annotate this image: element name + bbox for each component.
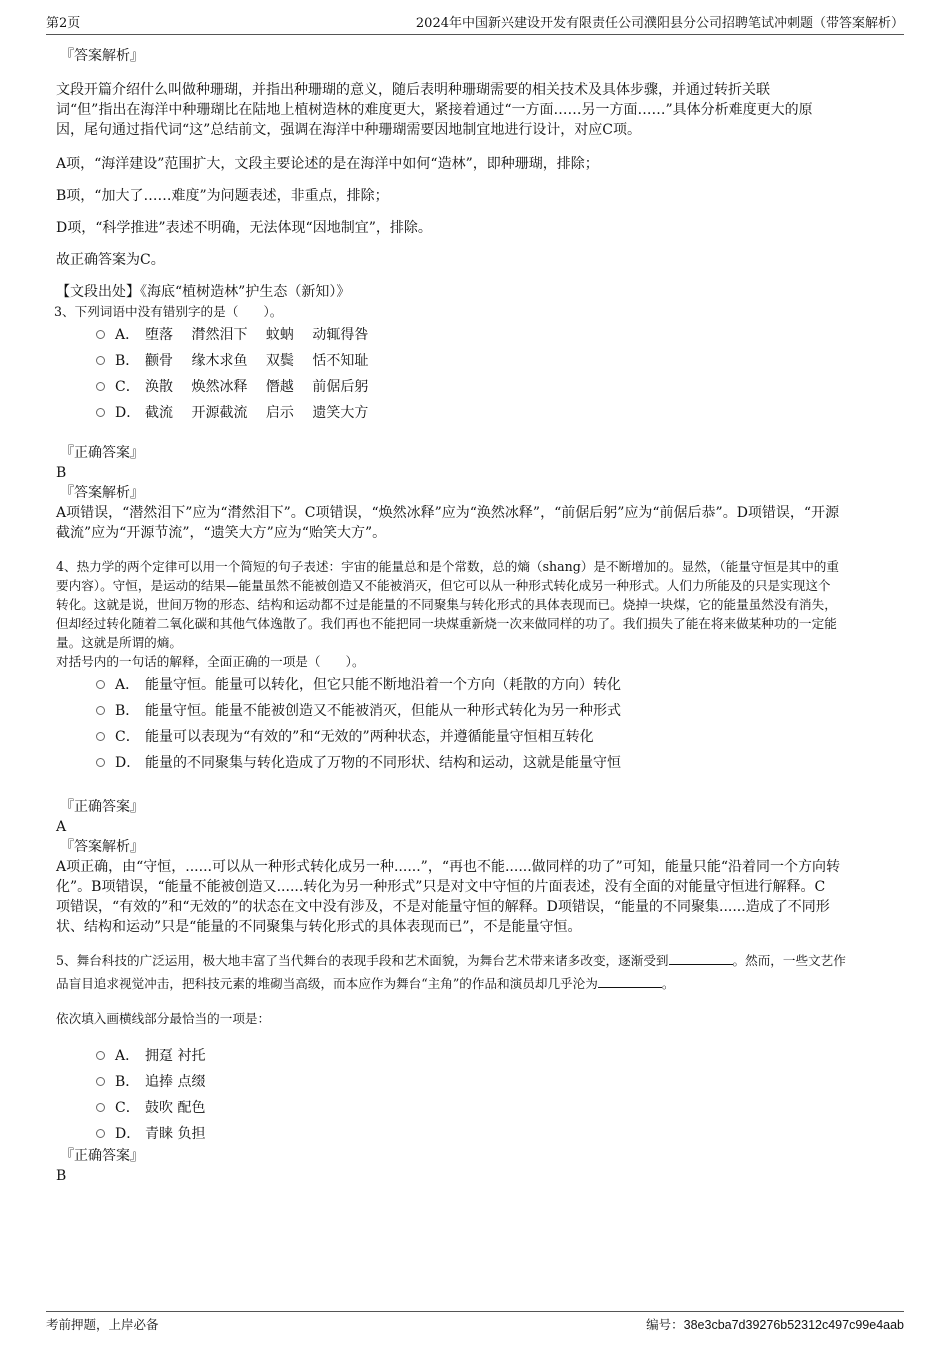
q3-options: [96, 321, 896, 425]
document-title: 2024年中国新兴建设开发有限责任公司濮阳县分公司招聘笔试冲刺题（带答案解析）: [415, 16, 904, 31]
option-letter: B．: [115, 1074, 140, 1090]
q4-answer-label: 『正确答案』: [60, 799, 144, 815]
option-text: 涣散 焕然冰释 僭越 前倨后躬: [145, 379, 369, 395]
q5-stem-text: 。然而，一些文艺作: [732, 953, 846, 968]
q4-option-b[interactable]: [96, 697, 896, 723]
q2-option-a-note: A项，“海洋建设”范围扩大，文段主要论述的是在海洋中如何“造林”，即种珊瑚，排除；: [56, 156, 599, 172]
option-letter: C．: [115, 729, 140, 745]
q4-analysis-line: 化”。B项错误，“能量不能被创造又......转化为另一种形式”只是对文中守恒的片面表述，没有全面的对能量守恒进行解释。C: [56, 879, 826, 895]
radio-icon[interactable]: [96, 356, 105, 365]
q3-option-b[interactable]: [96, 347, 896, 373]
page-footer: [46, 1311, 904, 1333]
q4-analysis-line: 项错误，“有效的”和“无效的”的状态在文中没有涉及，不是对能量守恒的解释。D项错误，“能量的不同聚集......造成了不同形: [56, 899, 830, 915]
q4-passage-line: 要内容）。守恒，是运动的结果—能量虽然不能被创造又不能被消灭，但它可以从一种形式转化成另一种形式。人们力所能及的只是实现这个: [56, 578, 831, 593]
q2-source: 【文段出处】《海底“植树造林”护生态（新知）》: [56, 284, 351, 300]
q5-stem-text: 5、舞台科技的广泛运用，极大地丰富了当代舞台的表现手段和艺术面貌，为舞台艺术带来诸多改变，逐渐受到: [56, 953, 669, 968]
page-header: [46, 12, 904, 35]
radio-icon[interactable]: [96, 1103, 105, 1112]
option-text: 鼓吹 配色: [145, 1100, 206, 1116]
q5-option-b[interactable]: [96, 1068, 896, 1094]
option-letter: C．: [115, 1100, 140, 1116]
q2-option-d-note: D项，“科学推进”表述不明确，无法体现“因地制宜”，排除。: [56, 220, 432, 236]
q4-passage-line: 4、热力学的两个定律可以用一个简短的句子表述：宇宙的能量总和是个常数，总的熵（shang）是不断增加的。显然，（能量守恒是其中的重: [56, 559, 839, 574]
option-letter: A．: [115, 327, 140, 343]
q4-passage-line: 转化。这就是说，世间万物的形态、结构和运动都不过是能量的不同聚集与转化形式的具体表现而已。烧掉一块煤，它的能量虽然没有消失，: [56, 597, 837, 612]
document-body: [56, 46, 896, 1186]
q3-answer: B: [56, 465, 67, 481]
radio-icon[interactable]: [96, 680, 105, 689]
option-letter: D．: [115, 405, 141, 421]
q4-option-a[interactable]: [96, 671, 896, 697]
option-letter: A．: [115, 677, 140, 693]
q3-option-d[interactable]: [96, 399, 896, 425]
radio-icon[interactable]: [96, 408, 105, 417]
q3-answer-label: 『正确答案』: [60, 445, 144, 461]
q4-options: [96, 671, 896, 775]
q2-option-b-note: B项，“加大了……难度”为问题表述，非重点，排除；: [56, 188, 389, 204]
q3-option-a[interactable]: [96, 321, 896, 347]
q4-analysis-line: A项正确，由“守恒，......可以从一种形式转化成另一种......”，“再也不能......做同样的功了”可知，能量只能“沿着同一个方向转: [56, 859, 840, 875]
q5-options: [96, 1042, 896, 1146]
q4-passage-line: 量。这就是所谓的熵。: [56, 635, 182, 650]
q5-answer-label: 『正确答案』: [60, 1148, 144, 1164]
radio-icon[interactable]: [96, 706, 105, 715]
option-letter: A．: [115, 1048, 140, 1064]
option-letter: B．: [115, 703, 140, 719]
q5-option-a[interactable]: [96, 1042, 896, 1068]
option-text: 能量守恒。能量可以转化，但它只能不断地沿着一个方向（耗散的方向）转化: [145, 677, 621, 693]
radio-icon[interactable]: [96, 382, 105, 391]
radio-icon[interactable]: [96, 1051, 105, 1060]
footer-slogan: 考前押题，上岸必备: [46, 1317, 159, 1332]
q2-analysis-line: 词“但”指出在海洋中种珊瑚比在陆地上植树造林的难度更大，紧接着通过“一方面……另一方面……”具体分析难度更大的原: [56, 102, 813, 118]
option-letter: B．: [115, 353, 140, 369]
q3-analysis-line: 截流”应为“开源节流”，“遗笑大方”应为“贻笑大方”。: [56, 525, 387, 541]
q4-answer: A: [56, 819, 67, 835]
option-text: 能量的不同聚集与转化造成了万物的不同形状、结构和运动，这就是能量守恒: [145, 755, 621, 771]
q4-question: 对括号内的一句话的解释，全面正确的一项是（ ）。: [56, 654, 365, 669]
q4-analysis-label: 『答案解析』: [60, 839, 144, 855]
q2-analysis-line: 因，尾句通过指代词“这”总结前文，强调在海洋中种珊瑚需要因地制宜地进行设计，对应C项。: [56, 122, 642, 138]
document-id: 编号：38e3cba7d39276b52312c497c99e4aab: [646, 1318, 904, 1332]
q2-analysis-label: 『答案解析』: [60, 48, 144, 64]
option-text: 能量守恒。能量不能被创造又不能被消灭，但能从一种形式转化为另一种形式: [145, 703, 621, 719]
option-letter: D．: [115, 1126, 141, 1142]
q5-instruction: 依次填入画横线部分最恰当的一项是：: [56, 1011, 271, 1026]
q2-analysis-line: 文段开篇介绍什么叫做种珊瑚，并指出种珊瑚的意义，随后表明种珊瑚需要的相关技术及具体步骤，并通过转折关联: [56, 82, 770, 98]
q5-stem-line: [56, 951, 896, 970]
radio-icon[interactable]: [96, 1077, 105, 1086]
q2-conclusion: 故正确答案为C。: [56, 252, 165, 268]
option-text: 青睐 负担: [145, 1126, 206, 1142]
q4-option-d[interactable]: [96, 749, 896, 775]
q3-stem: 3、下列词语中没有错别字的是（ ）。: [54, 304, 283, 319]
radio-icon[interactable]: [96, 758, 105, 767]
q4-passage-line: 但却经过转化随着二氧化碳和其他气体逸散了。我们再也不能把同一块煤重新烧一次来做同样的功了。我们损失了能在将来做某种功的一定能: [56, 616, 837, 631]
page-number: 第2页: [46, 16, 81, 31]
q3-option-c[interactable]: [96, 373, 896, 399]
q3-analysis-label: 『答案解析』: [60, 485, 144, 501]
option-letter: D．: [115, 755, 141, 771]
q5-answer: B: [56, 1168, 67, 1184]
radio-icon[interactable]: [96, 330, 105, 339]
q3-analysis-line: A项错误，“潜然泪下”应为“潸然泪下”。C项错误，“焕然冰释”应为“涣然冰释”，“前倨后躬”应为“前倨后恭”。D项错误，“开源: [56, 505, 840, 521]
q4-option-c[interactable]: [96, 723, 896, 749]
q5-stem-text: 品盲目追求视觉冲击，把科技元素的堆砌当高级，而本应作为舞台“主角”的作品和演员却几乎沦为: [56, 976, 598, 991]
q5-stem-text: 。: [661, 976, 675, 991]
q5-stem-line: [56, 974, 896, 993]
radio-icon[interactable]: [96, 732, 105, 741]
option-text: 颧骨 缘木求鱼 双鬓 恬不知耻: [145, 353, 369, 369]
fill-blank: [598, 975, 662, 988]
radio-icon[interactable]: [96, 1129, 105, 1138]
option-text: 追捧 点缀: [145, 1074, 206, 1090]
q5-option-d[interactable]: [96, 1120, 896, 1146]
option-text: 截流 开源截流 启示 遗笑大方: [145, 405, 369, 421]
q4-analysis-line: 状、结构和运动”只是“能量的不同聚集与转化形式的具体表现而已”，不是能量守恒。: [56, 919, 582, 935]
option-text: 能量可以表现为“有效的”和“无效的”两种状态，并遵循能量守恒相互转化: [145, 729, 594, 745]
option-text: 拥趸 衬托: [145, 1048, 206, 1064]
option-text: 堕落 潸然泪下 蚊蚋 动辄得咎: [145, 327, 369, 343]
option-letter: C．: [115, 379, 140, 395]
q5-option-c[interactable]: [96, 1094, 896, 1120]
fill-blank: [669, 952, 733, 965]
